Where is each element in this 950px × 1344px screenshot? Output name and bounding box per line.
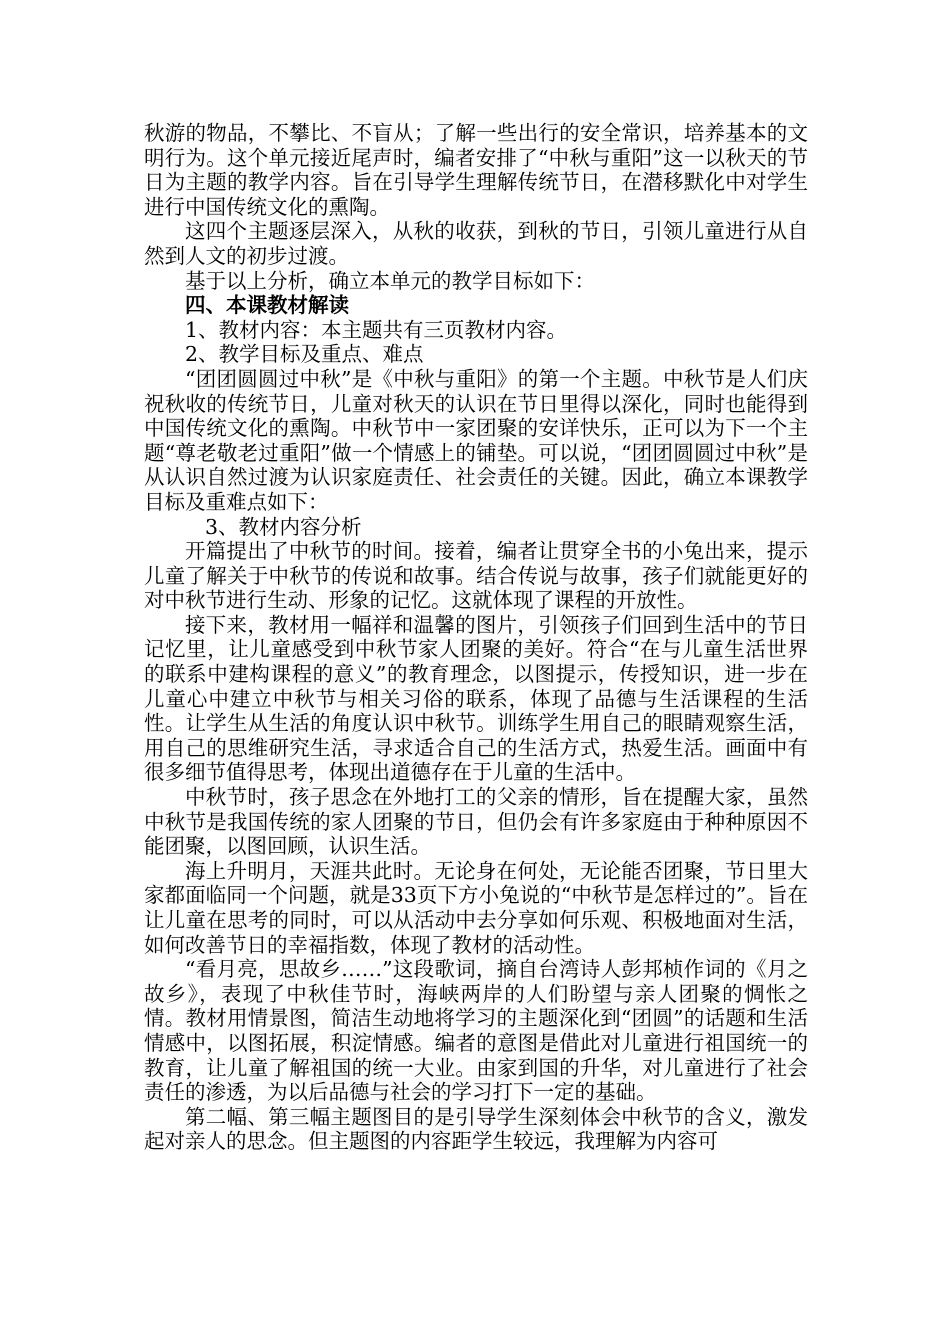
paragraph-unit-overview-continued: 秋游的物品，不攀比、不盲从；了解一些出行的安全常识，培养基本的文明行为。这个单元接近尾声时，编者安排了“中秋与重阳”这一以秋天的节日为主题的教学内容。旨在引导学生理解传统节日，在潜移默化中对学生进行中国传统文化的熏陶。 [144, 121, 808, 219]
item-textbook-content: 1、教材内容：本主题共有三页教材内容。 [185, 317, 568, 342]
paragraph-second-third-pictures: 第二幅、第三幅主题图目的是引导学生深刻体会中秋节的含义，激发起对亲人的思念。但主题图的内容距学生较远，我理解为内容可 [144, 1104, 808, 1154]
paragraph-opening: 开篇提出了中秋节的时间。接着，编者让贯穿全书的小兔出来，提示儿童了解关于中秋节的传说和故事。结合传说与故事，孩子们就能更好的对中秋节进行生动、形象的记忆。这就体现了课程的开放性。 [144, 539, 808, 613]
section-heading-textbook-analysis: 四、本课教材解读 [185, 293, 349, 318]
paragraph-family-reunion-picture: 接下来，教材用一幅祥和温馨的图片，引领孩子们回到生活中的节日记忆里，让儿童感受到中秋节家人团聚的美好。符合“在与儿童生活世界的联系中建构课程的意义”的教育理念，以图提示，传授知识，进一步在儿童心中建立中秋节与相关习俗的联系，体现了品德与生活课程的生活性。让学生从生活的角度认识中秋节。训练学生用自己的眼睛观察生活，用自己的思维研究生活，寻求适合自己的生活方式，热爱生活。画面中有很多细节值得思考，体现出道德存在于儿童的生活中。 [144, 612, 808, 785]
paragraph-moon-rising: 海上升明月，天涯共此时。无论身在何处，无论能否团聚，节日里大家都面临同一个问题，就是33页下方小兔说的“中秋节是怎样过的”。旨在让儿童在思考的同时，可以从活动中去分享如何乐观、积极地面对生活，如何改善节日的幸福指数，体现了教材的活动性。 [144, 858, 808, 957]
paragraph-theme-intro: “团团圆圆过中秋”是《中秋与重阳》的第一个主题。中秋节是人们庆祝秋收的传统节日，儿童对秋天的认识在节日里得以深化，同时也能得到中国传统文化的熏陶。中秋节中一家团聚的安详快乐，正可以为下一个主题“尊老敬老过重阳”做一个情感上的铺垫。可以说，“团团圆圆过中秋”是从认识自然过渡为认识家庭责任、社会责任的关键。因此，确立本课教学目标及重难点如下： [144, 366, 808, 514]
document-page [144, 121, 808, 1154]
paragraph-song-lyrics: “看月亮，思故乡……”这段歌词，摘自台湾诗人彭邦桢作词的《月之故乡》，表现了中秋佳节时，海峡两岸的人们盼望与亲人团聚的惆怅之情。教材用情景图，简洁生动地将学习的主题深化到“团圆”的话题和生活情感中，以图拓展，积淀情感。编者的意图是借此对儿童进行祖国统一的教育，让儿童了解祖国的统一大业。由家到国的升华，对儿童进行了社会责任的渗透，为以后品德与社会的学习打下一定的基础。 [144, 957, 808, 1105]
paragraph-missing-father: 中秋节时，孩子思念在外地打工的父亲的情形，旨在提醒大家，虽然中秋节是我国传统的家人团聚的节日，但仍会有许多家庭由于种种原因不能团聚，以图回顾，认识生活。 [144, 785, 808, 859]
paragraph-four-themes: 这四个主题逐层深入，从秋的收获，到秋的节日，引领儿童进行从自然到人文的初步过渡。 [144, 219, 808, 268]
item-content-analysis: 3、教材内容分析 [205, 514, 362, 539]
item-teaching-goals: 2、教学目标及重点、难点 [185, 342, 424, 367]
paragraph-unit-goals-intro: 基于以上分析，确立本单元的教学目标如下： [185, 268, 595, 293]
